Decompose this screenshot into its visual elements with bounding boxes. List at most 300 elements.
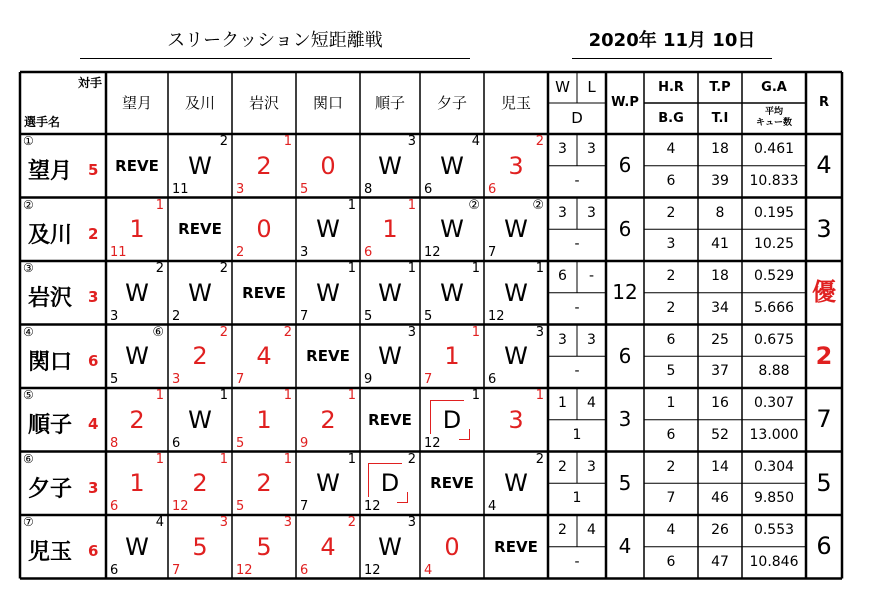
match-result: 4 xyxy=(256,342,272,371)
high-run: 2 xyxy=(219,324,228,340)
best-game: 6 xyxy=(666,553,676,570)
innings: 5 xyxy=(236,499,245,514)
innings: 5 xyxy=(424,308,433,324)
match-result: D xyxy=(442,405,462,434)
draw-box xyxy=(368,463,402,497)
high-run: 3 xyxy=(219,515,228,530)
player-name-cell xyxy=(20,134,106,198)
opponent-header-3: 岩沢 xyxy=(248,94,279,112)
draws-value: - xyxy=(574,363,580,380)
draws-value: - xyxy=(574,553,580,570)
l-header: L xyxy=(587,78,596,96)
high-run: 4 xyxy=(471,134,480,149)
match-cell xyxy=(484,261,548,325)
opponent-header-1: 望月 xyxy=(121,94,152,112)
player-handicap: 4 xyxy=(88,415,99,433)
match-result: 1 xyxy=(444,342,460,371)
losses-value: 3 xyxy=(587,204,596,221)
match-result: W xyxy=(188,151,212,180)
innings: 5 xyxy=(364,308,373,324)
match-cell xyxy=(484,388,548,452)
player-name-cell xyxy=(20,261,106,325)
high-run: 3 xyxy=(407,515,416,530)
player-index: ③ xyxy=(23,261,34,275)
player-name-cell xyxy=(20,198,106,262)
match-result: W xyxy=(188,405,212,434)
wins-value: 2 xyxy=(558,522,567,538)
general-average: 0.529 xyxy=(753,268,795,284)
total-points: 25 xyxy=(711,331,729,348)
avg-note-line2: キュー数 xyxy=(755,118,792,128)
match-cell xyxy=(168,452,232,516)
match-cell xyxy=(484,198,548,262)
match-result: 3 xyxy=(508,151,524,180)
innings: 5 xyxy=(300,181,309,197)
losses-value: 4 xyxy=(587,522,596,538)
wins-value: 1 xyxy=(558,395,567,411)
match-result: 2 xyxy=(320,405,336,434)
player-handicap: 5 xyxy=(88,161,99,179)
best-game: 6 xyxy=(666,426,676,443)
match-result: W xyxy=(504,278,528,307)
best-game: 3 xyxy=(666,236,676,253)
high-run: 1 xyxy=(471,324,480,340)
match-result: W xyxy=(504,342,528,371)
rank-header: R xyxy=(818,95,829,110)
best-game: 7 xyxy=(666,490,676,507)
reve-mark: REVE xyxy=(178,220,222,239)
avg-cue-count: 9.850 xyxy=(753,490,795,507)
total-innings: 41 xyxy=(711,236,729,253)
corner-player-label: 選手名 xyxy=(24,115,61,129)
match-cell xyxy=(420,388,484,452)
match-cell xyxy=(106,515,168,579)
total-innings: 47 xyxy=(711,553,729,570)
player-name: 夕子 xyxy=(28,476,73,502)
match-result: W xyxy=(378,532,402,561)
innings: 6 xyxy=(488,372,497,387)
match-cell xyxy=(420,325,484,389)
match-cell xyxy=(232,134,296,198)
innings: 12 xyxy=(488,308,505,324)
total-innings: 52 xyxy=(711,426,729,443)
player-name: 望月 xyxy=(28,159,73,184)
match-result: 0 xyxy=(320,151,336,180)
innings: 3 xyxy=(300,245,309,260)
high-run: 1 xyxy=(283,451,292,467)
opponent-header-6: 夕子 xyxy=(436,94,467,112)
total-innings: 39 xyxy=(711,172,729,189)
innings: 8 xyxy=(110,435,119,451)
total-points: 18 xyxy=(711,141,729,157)
match-result: 1 xyxy=(129,469,145,498)
match-result: W xyxy=(440,278,464,307)
innings: 12 xyxy=(424,245,441,260)
avg-cue-count: 5.666 xyxy=(753,299,795,316)
match-result: 2 xyxy=(192,342,208,371)
match-cell xyxy=(360,452,420,516)
avg-note xyxy=(742,103,806,134)
general-average: 0.307 xyxy=(753,395,795,411)
match-result: W xyxy=(316,469,340,498)
match-cell xyxy=(420,261,484,325)
match-cell xyxy=(484,515,548,579)
high-run: 1 xyxy=(219,388,228,403)
best-game: 6 xyxy=(666,172,676,189)
innings: 7 xyxy=(300,499,309,514)
high-run-total: 2 xyxy=(666,204,676,221)
total-innings: 46 xyxy=(711,490,729,507)
innings: 4 xyxy=(424,562,433,578)
innings: 9 xyxy=(300,435,309,451)
high-run: ⑥ xyxy=(152,324,164,340)
player-name: 順子 xyxy=(28,413,73,438)
losses-value: - xyxy=(588,268,595,284)
high-run: 1 xyxy=(535,261,544,276)
match-cell xyxy=(168,515,232,579)
player-handicap: 3 xyxy=(88,288,99,306)
innings: 12 xyxy=(236,562,253,578)
win-points: 6 xyxy=(618,216,632,241)
high-run: 1 xyxy=(535,388,544,403)
match-result: W xyxy=(125,532,149,561)
high-run: 1 xyxy=(155,388,164,403)
high-run: 3 xyxy=(407,134,416,149)
avg-cue-count: 10.846 xyxy=(749,553,799,570)
match-cell xyxy=(106,325,168,389)
innings: 7 xyxy=(172,562,181,578)
innings: 6 xyxy=(364,245,373,260)
high-run: 1 xyxy=(471,388,480,403)
high-run: 1 xyxy=(347,197,356,213)
high-run: 1 xyxy=(347,388,356,403)
high-run: 1 xyxy=(155,197,164,213)
match-result: W xyxy=(440,215,464,244)
match-cell xyxy=(420,134,484,198)
innings: 6 xyxy=(172,435,181,451)
player-index: ① xyxy=(23,134,34,148)
wp-header: W.P xyxy=(611,95,639,110)
innings: 5 xyxy=(110,372,119,387)
wins-value: 6 xyxy=(558,268,567,284)
reve-mark: REVE xyxy=(368,410,412,429)
match-result: W xyxy=(316,215,340,244)
match-cell xyxy=(484,134,548,198)
high-run: 2 xyxy=(219,261,228,276)
high-run-total: 6 xyxy=(666,331,676,348)
player-name-cell xyxy=(20,452,106,516)
innings: 6 xyxy=(110,562,119,578)
draws-value: 1 xyxy=(572,490,582,507)
high-run: 2 xyxy=(219,134,228,149)
losses-value: 3 xyxy=(587,331,596,348)
match-result: W xyxy=(504,215,528,244)
match-cell xyxy=(296,134,360,198)
corner-cell xyxy=(20,72,106,134)
match-result: 2 xyxy=(129,405,145,434)
high-run: 1 xyxy=(283,388,292,403)
avg-cue-count: 13.000 xyxy=(749,426,799,443)
innings: 3 xyxy=(172,372,181,387)
general-average: 0.461 xyxy=(753,141,795,157)
match-cell xyxy=(360,261,420,325)
rank-value: 5 xyxy=(816,468,832,497)
high-run: 1 xyxy=(407,261,416,276)
rank-value: 優 xyxy=(812,278,836,306)
match-cell xyxy=(296,261,360,325)
title-underline xyxy=(80,58,470,59)
avg-note-line1: 平均 xyxy=(764,107,783,117)
match-cell xyxy=(360,515,420,579)
player-index: ④ xyxy=(23,324,34,339)
high-run: ② xyxy=(468,197,480,213)
player-handicap: 6 xyxy=(88,351,99,370)
match-cell xyxy=(106,261,168,325)
draws-value: - xyxy=(574,236,580,253)
general-average: 0.553 xyxy=(753,522,795,538)
page-title: スリークッション短距離戦 xyxy=(167,30,383,51)
total-innings: 34 xyxy=(711,299,729,316)
innings: 7 xyxy=(488,245,497,260)
win-points: 12 xyxy=(612,280,638,304)
match-cell xyxy=(168,134,232,198)
match-result: D xyxy=(380,469,400,498)
high-run: ② xyxy=(532,197,544,213)
wins-value: 3 xyxy=(558,141,567,157)
ti-header: T.I xyxy=(711,111,729,126)
draws-value: 1 xyxy=(572,426,582,443)
total-points: 14 xyxy=(711,458,729,475)
high-run: 1 xyxy=(155,451,164,467)
rank-value: 7 xyxy=(816,405,832,433)
reve-mark: REVE xyxy=(115,156,159,175)
win-points: 3 xyxy=(618,407,632,431)
avg-cue-count: 10.25 xyxy=(753,236,795,253)
wins-value: 3 xyxy=(558,331,567,348)
innings: 7 xyxy=(424,372,433,387)
high-run: 1 xyxy=(347,261,356,276)
match-result: W xyxy=(316,278,340,307)
match-cell xyxy=(106,198,168,262)
innings: 5 xyxy=(236,435,245,451)
match-result: 5 xyxy=(192,532,208,561)
date-text: 2020年 11月 10日 xyxy=(588,30,756,51)
high-run: 4 xyxy=(155,515,164,530)
opponent-header-4: 関口 xyxy=(312,94,343,112)
losses-value: 4 xyxy=(587,395,596,411)
player-handicap: 2 xyxy=(88,224,99,243)
match-cell xyxy=(232,261,296,325)
player-name-cell xyxy=(20,388,106,452)
match-cell xyxy=(420,198,484,262)
player-index: ⑤ xyxy=(23,388,34,402)
match-cell xyxy=(360,388,420,452)
player-name: 児玉 xyxy=(28,540,73,565)
rank-value: 4 xyxy=(816,151,832,179)
ga-header: G.A xyxy=(761,80,787,95)
match-cell xyxy=(168,388,232,452)
win-points: 6 xyxy=(618,153,632,177)
best-game: 2 xyxy=(666,299,676,316)
reve-mark: REVE xyxy=(494,537,538,556)
draws-value: - xyxy=(574,299,580,316)
match-cell xyxy=(106,452,168,516)
match-result: W xyxy=(378,278,402,307)
player-name: 岩沢 xyxy=(28,286,73,311)
opponent-header-5: 順子 xyxy=(374,94,405,112)
reve-mark: REVE xyxy=(242,283,286,302)
date-underline xyxy=(572,58,772,59)
high-run-total: 4 xyxy=(666,522,676,538)
high-run: 2 xyxy=(407,451,416,467)
innings: 8 xyxy=(364,181,373,197)
reve-mark: REVE xyxy=(430,474,474,493)
high-run: 2 xyxy=(155,261,164,276)
innings: 3 xyxy=(110,308,119,324)
player-name: 関口 xyxy=(28,349,73,375)
high-run: 2 xyxy=(535,451,544,467)
losses-value: 3 xyxy=(587,458,596,475)
avg-cue-count: 8.88 xyxy=(758,363,790,380)
high-run: 3 xyxy=(283,515,292,530)
innings: 2 xyxy=(172,308,181,324)
match-result: 5 xyxy=(256,532,272,561)
match-result: 2 xyxy=(192,469,208,498)
match-cell xyxy=(296,388,360,452)
innings: 12 xyxy=(424,435,441,451)
player-name-cell xyxy=(20,325,106,389)
innings: 7 xyxy=(236,372,245,387)
losses-value: 3 xyxy=(587,141,596,157)
win-points: 4 xyxy=(618,534,632,558)
innings: 7 xyxy=(300,308,309,324)
match-cell xyxy=(168,261,232,325)
hr-header: H.R xyxy=(658,80,684,95)
match-cell xyxy=(106,134,168,198)
innings: 11 xyxy=(172,181,189,197)
player-name: 及川 xyxy=(28,222,73,248)
total-points: 8 xyxy=(715,204,725,221)
match-cell xyxy=(168,198,232,262)
draw-box xyxy=(430,400,464,434)
best-game: 5 xyxy=(666,363,676,380)
player-name-cell xyxy=(20,515,106,579)
player-handicap: 3 xyxy=(88,478,99,497)
high-run: 2 xyxy=(535,134,544,149)
player-index: ⑦ xyxy=(23,515,34,529)
bg-header: B.G xyxy=(658,111,684,126)
match-cell xyxy=(296,325,360,389)
general-average: 0.195 xyxy=(753,204,795,221)
match-result: 1 xyxy=(256,405,272,434)
high-run-total: 4 xyxy=(666,141,676,157)
match-result: 4 xyxy=(320,532,336,561)
player-index: ② xyxy=(23,197,34,212)
rank-value: 3 xyxy=(816,214,832,243)
match-cell xyxy=(168,325,232,389)
match-cell xyxy=(106,388,168,452)
match-result: W xyxy=(440,151,464,180)
wins-value: 3 xyxy=(558,204,567,221)
match-cell xyxy=(360,134,420,198)
match-cell xyxy=(296,198,360,262)
innings: 6 xyxy=(424,181,433,197)
high-run-total: 2 xyxy=(666,458,676,475)
match-result: 0 xyxy=(444,532,460,561)
tp-header: T.P xyxy=(709,80,731,95)
innings: 3 xyxy=(236,181,245,197)
corner-opponent-label: 対手 xyxy=(77,76,102,90)
opponent-header-7: 児玉 xyxy=(500,94,531,112)
draws-value: - xyxy=(574,172,580,189)
match-result: W xyxy=(378,151,402,180)
match-result: W xyxy=(125,342,149,371)
high-run: 1 xyxy=(471,261,480,276)
general-average: 0.675 xyxy=(753,331,795,348)
innings: 6 xyxy=(110,499,119,514)
match-result: W xyxy=(188,278,212,307)
win-points: 5 xyxy=(618,470,632,495)
high-run: 3 xyxy=(535,324,544,340)
match-result: 2 xyxy=(256,151,272,180)
wins-value: 2 xyxy=(558,458,567,475)
match-result: 2 xyxy=(256,469,272,498)
d-header: D xyxy=(571,109,583,127)
match-cell xyxy=(232,198,296,262)
match-cell xyxy=(420,452,484,516)
rank-value: 2 xyxy=(815,341,833,370)
match-cell xyxy=(296,452,360,516)
innings: 6 xyxy=(488,181,497,197)
opponent-header-2: 及川 xyxy=(184,94,215,112)
match-cell xyxy=(296,515,360,579)
high-run: 1 xyxy=(347,451,356,467)
match-result: 3 xyxy=(508,405,524,434)
innings: 12 xyxy=(364,499,381,514)
player-handicap: 6 xyxy=(88,542,99,560)
total-points: 26 xyxy=(711,522,729,538)
innings: 12 xyxy=(364,562,381,578)
total-points: 18 xyxy=(711,268,729,284)
innings: 12 xyxy=(172,499,189,514)
w-header: W xyxy=(555,78,570,96)
match-cell xyxy=(420,515,484,579)
innings: 6 xyxy=(300,562,309,578)
win-points: 6 xyxy=(618,343,632,368)
innings: 2 xyxy=(236,245,245,260)
innings: 4 xyxy=(488,499,497,514)
match-cell xyxy=(232,388,296,452)
innings: 11 xyxy=(110,245,127,260)
match-result: 1 xyxy=(129,215,145,244)
player-index: ⑥ xyxy=(23,451,34,466)
high-run: 2 xyxy=(283,324,292,340)
match-cell xyxy=(232,325,296,389)
match-result: W xyxy=(125,278,149,307)
match-result: W xyxy=(504,469,528,498)
high-run: 1 xyxy=(407,197,416,213)
general-average: 0.304 xyxy=(753,458,795,475)
match-result: 1 xyxy=(382,215,398,244)
high-run: 1 xyxy=(283,134,292,149)
high-run: 1 xyxy=(219,451,228,467)
match-result: W xyxy=(378,342,402,371)
rank-value: 6 xyxy=(816,532,832,560)
high-run-total: 1 xyxy=(666,395,676,411)
high-run-total: 2 xyxy=(666,268,676,284)
match-result: 0 xyxy=(256,215,272,244)
match-cell xyxy=(484,452,548,516)
